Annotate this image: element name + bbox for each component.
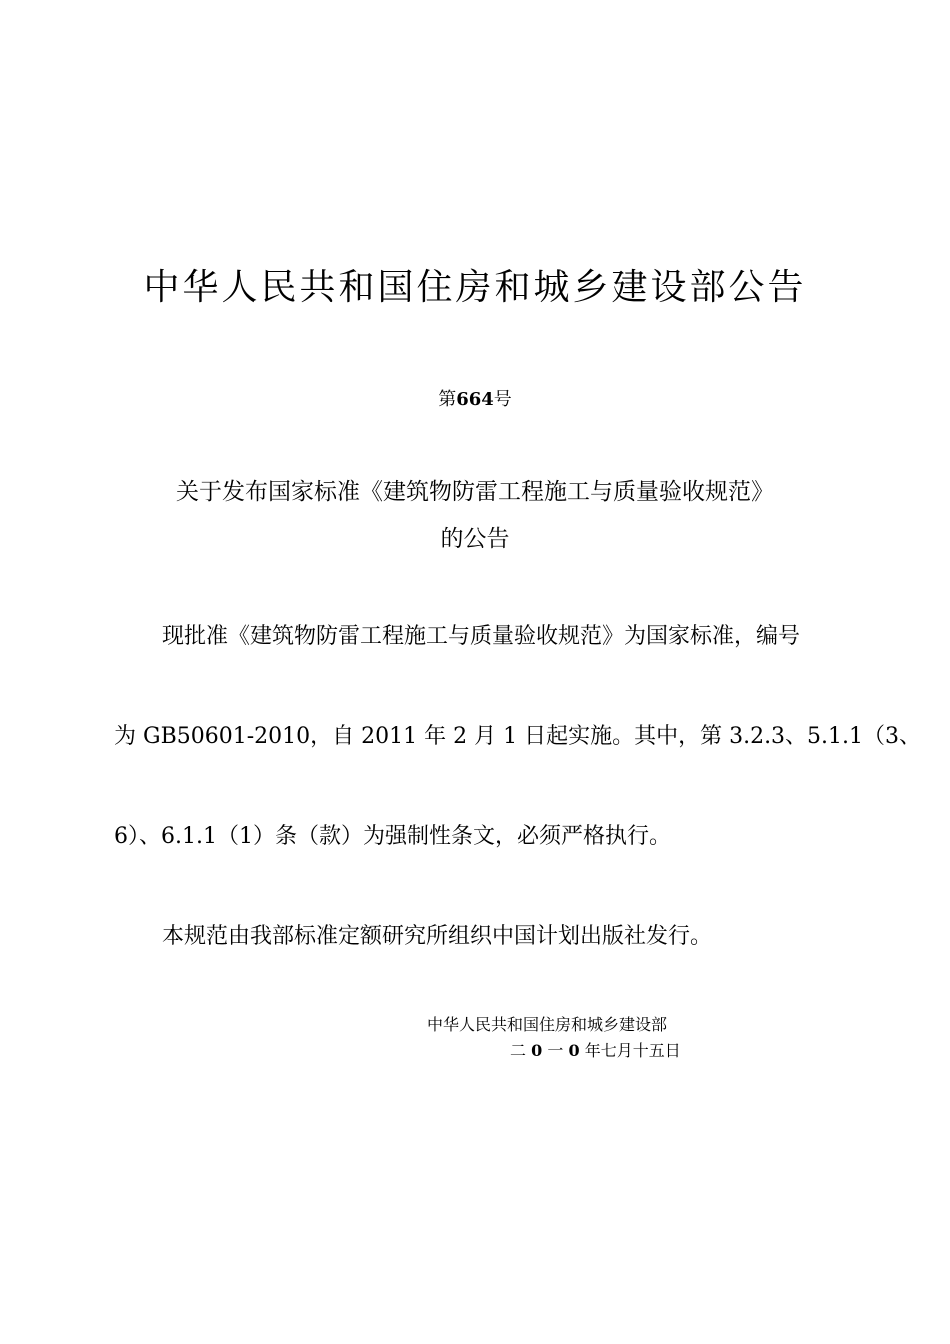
date-part-3: 年七月十五日 bbox=[584, 1041, 681, 1060]
number-value: 664 bbox=[456, 389, 494, 410]
signature-date bbox=[510, 1040, 681, 1062]
body-paragraph-line-3: 6）、6.1.1（1）条（款）为强制性条文，必须严格执行。 bbox=[114, 824, 671, 849]
date-zero-2: 0 bbox=[568, 1041, 580, 1060]
body-paragraph-line-1: 现批准《建筑物防雷工程施工与质量验收规范》为国家标准，编号 bbox=[162, 624, 801, 649]
signature-organization: 中华人民共和国住房和城乡建设部 bbox=[427, 1015, 668, 1034]
date-part-1: 二 bbox=[510, 1041, 527, 1060]
body-paragraph-line-4: 本规范由我部标准定额研究所组织中国计划出版社发行。 bbox=[162, 924, 713, 949]
subject-line-1: 关于发布国家标准《建筑物防雷工程施工与质量验收规范》 bbox=[176, 479, 774, 505]
body-paragraph-line-2: 为 GB50601-2010，自 2011 年 2 月 1 日起实施。其中，第 3.2.3、5.1.1（3、 bbox=[114, 724, 922, 749]
number-prefix: 第 bbox=[438, 389, 457, 410]
subject-line-2: 的公告 bbox=[440, 526, 510, 552]
date-part-2: 一 bbox=[547, 1041, 564, 1060]
number-suffix: 号 bbox=[493, 389, 512, 410]
announcement-number bbox=[0, 388, 950, 412]
announcement-title: 中华人民共和国住房和城乡建设部公告 bbox=[143, 267, 807, 308]
date-zero-1: 0 bbox=[531, 1041, 543, 1060]
